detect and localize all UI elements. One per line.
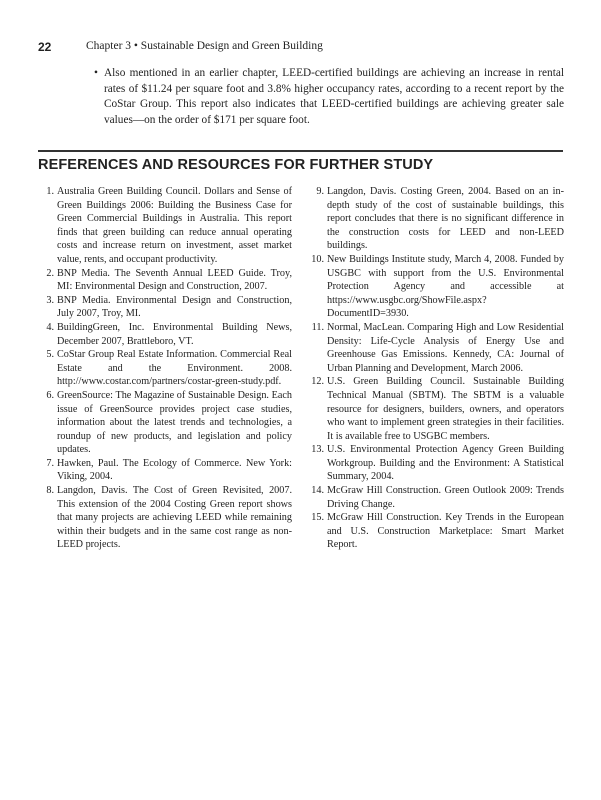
reference-item [308, 321, 564, 375]
reference-number: 4. [46, 321, 54, 333]
reference-item [38, 185, 292, 267]
reference-item [308, 511, 564, 552]
reference-number: 13. [311, 444, 324, 456]
section-title: REFERENCES AND RESOURCES FOR FURTHER STUDY [38, 157, 434, 173]
reference-text: McGraw Hill Construction. Green Outlook 2009: Trends Driving Change. [327, 485, 564, 510]
reference-text: CoStar Group Real Estate Information. Commercial Real Estate and the Environment. 2008. http://www.costar.com/partners/costar-green-study.pdf. [57, 349, 292, 388]
running-header [38, 40, 558, 54]
reference-text: Langdon, Davis. Costing Green, 2004. Based on an in-depth study of the cost of sustainable buildings, this report concludes that there is no significant difference in the construction costs for LEED and non-LEED buildings. [327, 186, 564, 252]
references-left-column [38, 185, 292, 552]
reference-text: Hawken, Paul. The Ecology of Commerce. New York: Viking, 2004. [57, 457, 292, 483]
reference-number: 10. [311, 253, 324, 265]
bullet-text: Also mentioned in an earlier chapter, LEED-certified buildings are achieving an increase in rental rates of $11.24 per square foot and 3.8% higher occupancy rates, according to a recent report by the CoStar Group. This report also indicates that LEED-certified buildings are achieving greater sale values—on the order of $171 per square foot. [104, 67, 564, 126]
reference-text: BuildingGreen, Inc. Environmental Building News, December 2007, Brattleboro, VT. [57, 321, 292, 347]
bullet-paragraph [94, 66, 564, 128]
reference-item [38, 348, 292, 389]
reference-item [308, 375, 564, 443]
reference-text: BNP Media. The Seventh Annual LEED Guide. Troy, MI: Environmental Design and Construction, 2007. [57, 267, 292, 293]
reference-text: Australia Green Building Council. Dollars and Sense of Green Buildings 2006: Building the Business Case for Green Commercial Buildings in Australia. This report finds that green building can reduce annual operating costs and increase return on investment, asset market value, rents, and occupant productivity. [57, 186, 292, 265]
reference-number: 9. [316, 186, 324, 197]
reference-text: Langdon, Davis. The Cost of Green Revisited, 2007. This extension of the 2004 Costing Green report shows that many projects are achieving LEED while remaining within their budgets and in the same cost range as non-LEED projects. [57, 485, 292, 551]
reference-text: U.S. Green Building Council. Sustainable Building Technical Manual (SBTM). The SBTM is a valuable resource for designers, builders, owners, and operators who want to implement green strategies in their facilities. It is available free to USGBC members. [327, 376, 564, 442]
reference-item [308, 253, 564, 321]
page-number: 22 [38, 40, 52, 54]
reference-item [38, 457, 292, 484]
reference-item [38, 389, 292, 457]
reference-number: 6. [46, 389, 54, 401]
reference-number: 7. [46, 457, 54, 469]
reference-text: McGraw Hill Construction. Key Trends in the European and U.S. Construction Marketplace: Smart Market Report. [327, 512, 564, 551]
reference-number: 12. [311, 376, 324, 388]
reference-item [308, 484, 564, 511]
reference-number: 11. [311, 321, 324, 333]
section-divider [38, 150, 563, 152]
reference-text: Normal, MacLean. Comparing High and Low Residential Density: Life-Cycle Analysis of Energy Use and Greenhouse Gas Emissions. Kennedy, CA: Journal of Urban Planning and Development, March 2006. [327, 321, 564, 374]
running-head: Chapter 3 • Sustainable Design and Green Building [86, 40, 323, 52]
reference-number: 15. [311, 512, 324, 524]
reference-number: 14. [311, 485, 324, 497]
reference-text: U.S. Environmental Protection Agency Green Building Workgroup. Building and the Environment: A Statistical Summary, 2004. [327, 444, 564, 483]
reference-text: BNP Media. Environmental Design and Construction, July 2007, Troy, MI. [57, 294, 292, 320]
reference-number: 3. [46, 294, 54, 306]
reference-item [38, 267, 292, 294]
references-right-column [308, 185, 564, 552]
reference-number: 5. [46, 349, 54, 361]
reference-text: New Buildings Institute study, March 4, 2008. Funded by USGBC with support from the U.S. Environmental Protection Agency and accessible at https://www.usgbc.org/ShowFile.aspx?DocumentID=3930. [327, 253, 564, 320]
reference-item [308, 185, 564, 253]
reference-number: 8. [46, 485, 54, 497]
reference-text: GreenSource: The Magazine of Sustainable Design. Each issue of GreenSource provides project case studies, information about the latest trends and technologies, a roundup of new products, and legislation and policy updates. [57, 389, 292, 456]
reference-item [38, 321, 292, 348]
reference-item [38, 484, 292, 552]
bullet-icon: • [94, 67, 98, 79]
reference-item [308, 443, 564, 484]
reference-item [38, 294, 292, 321]
reference-number: 2. [46, 267, 54, 279]
reference-number: 1. [46, 186, 54, 197]
